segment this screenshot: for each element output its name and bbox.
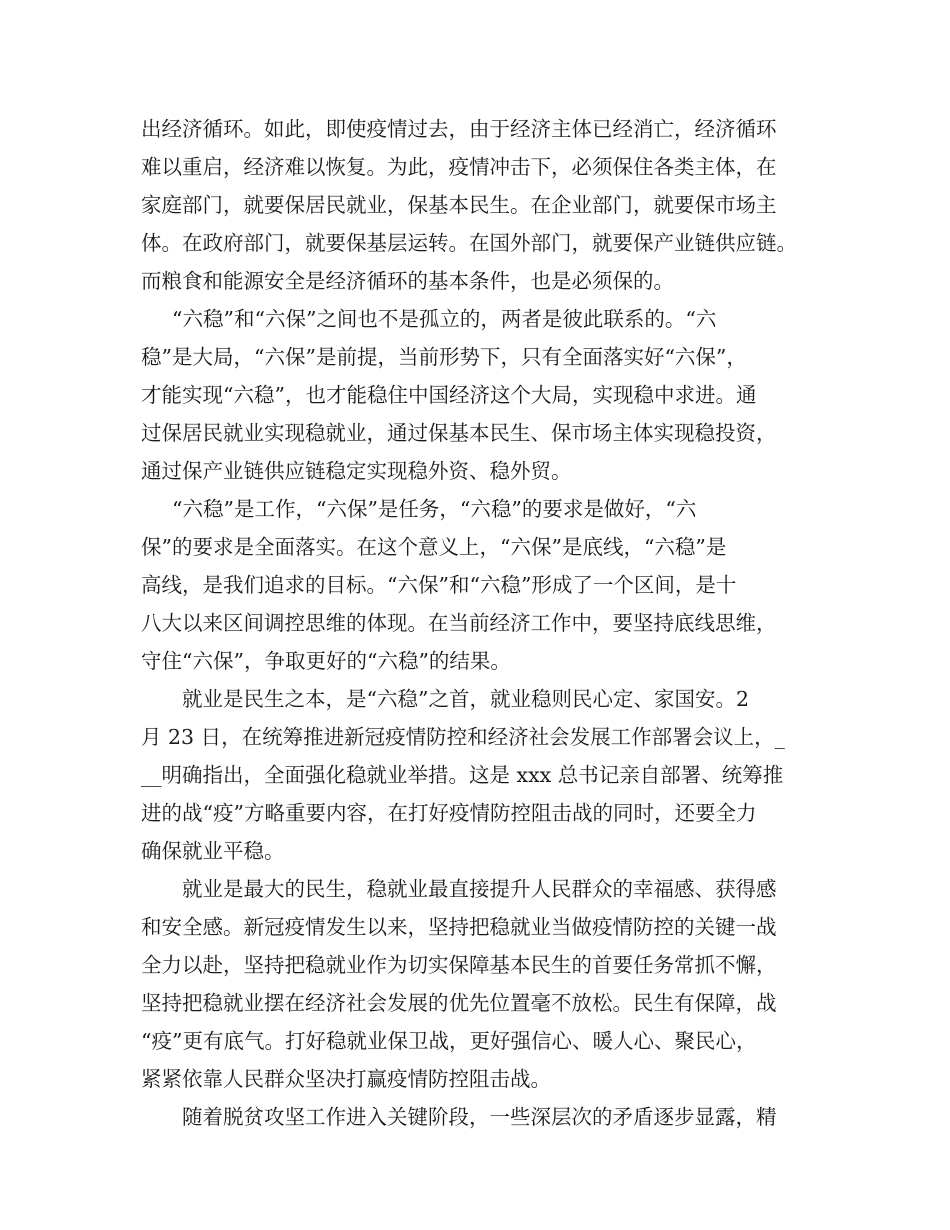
text-line: 确保就业平稳。 <box>141 839 285 863</box>
text-line: 月 23 日，在统筹推进新冠疫情防控和经济社会发展工作部署会议上，_ <box>141 725 785 749</box>
text-line: 进的战“疫”方略重要内容，在打好疫情防控阻击战的同时，还要全力 <box>141 801 757 825</box>
text-line: 紧紧依靠人民群众坚决打赢疫情防控阻击战。 <box>141 1067 551 1091</box>
text-line: “六稳”和“六保”之间也不是孤立的，两者是彼此联系的。“六 <box>172 307 717 331</box>
text-line: 家庭部门，就要保居民就业，保基本民生。在企业部门，就要保市场主 <box>141 193 777 217</box>
text-line: 和安全感。新冠疫情发生以来，坚持把稳就业当做疫情防控的关键一战 <box>141 915 777 939</box>
text-line: 八大以来区间调控思维的体现。在当前经济工作中，要坚持底线思维， <box>141 611 777 635</box>
text-line: 保”的要求是全面落实。在这个意义上，“六保”是底线，“六稳”是 <box>141 535 727 559</box>
text-line: 难以重启，经济难以恢复。为此，疫情冲击下，必须保住各类主体，在 <box>141 155 777 179</box>
text-line: 体。在政府部门，就要保基层运转。在国外部门，就要保产业链供应链。 <box>141 231 797 255</box>
text-line: “六稳”是工作，“六保”是任务，“六稳”的要求是做好，“六 <box>172 497 697 521</box>
text-line: 过保居民就业实现稳就业，通过保基本民生、保市场主体实现稳投资， <box>141 421 777 445</box>
text-line: 稳”是大局，“六保”是前提，当前形势下，只有全面落实好“六保”， <box>141 345 747 369</box>
text-line: “疫”更有底气。打好稳就业保卫战，更好强信心、暖人心、聚民心， <box>141 1029 757 1053</box>
text-line: 全力以赴，坚持把稳就业作为切实保障基本民生的首要任务常抓不懈， <box>141 953 777 977</box>
text-line: 就业是最大的民生，稳就业最直接提升人民群众的幸福感、获得感 <box>182 877 777 901</box>
text-line: 守住“六保”，争取更好的“六稳”的结果。 <box>141 649 511 673</box>
text-line: 通过保产业链供应链稳定实现稳外资、稳外贸。 <box>141 459 572 483</box>
text-line: 出经济循环。如此，即使疫情过去，由于经济主体已经消亡，经济循环 <box>141 117 777 141</box>
text-line: 而粮食和能源安全是经济循环的基本条件，也是必须保的。 <box>141 269 674 293</box>
text-line: 就业是民生之本，是“六稳”之首，就业稳则民心定、家国安。2 <box>182 687 750 711</box>
text-line: __明确指出，全面强化稳就业举措。这是 xxx 总书记亲自部署、统筹推 <box>141 763 784 787</box>
text-line: 才能实现“六稳”，也才能稳住中国经济这个大局，实现稳中求进。通 <box>141 383 757 407</box>
text-line: 坚持把稳就业摆在经济社会发展的优先位置毫不放松。民生有保障，战 <box>141 991 777 1015</box>
text-line: 随着脱贫攻坚工作进入关键阶段，一些深层次的矛盾逐步显露，精 <box>182 1105 777 1129</box>
text-line: 高线，是我们追求的目标。“六保”和“六稳”形成了一个区间，是十 <box>141 573 737 597</box>
